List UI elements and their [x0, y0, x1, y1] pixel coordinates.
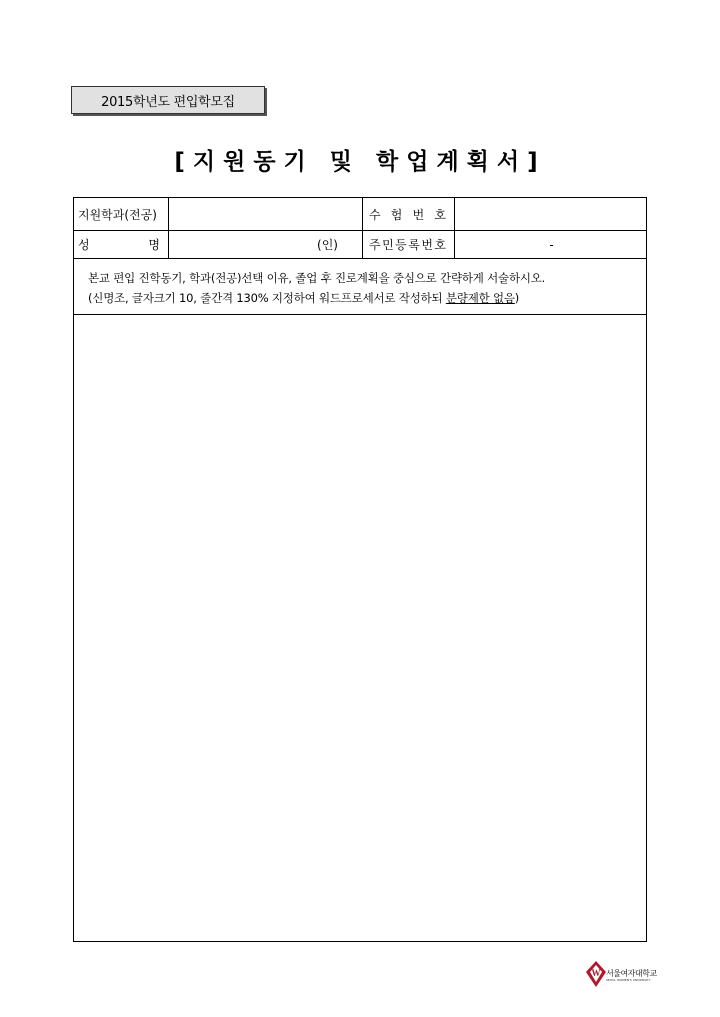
- instruction-text: [74, 259, 646, 315]
- rrn-label-char: 번: [421, 238, 433, 252]
- name-label: [74, 231, 169, 258]
- rrn-label-char: 민: [382, 238, 394, 252]
- rrn-label-char: 주: [369, 238, 381, 252]
- exam-label-char: 호: [434, 207, 446, 222]
- exam-label-char: 수: [369, 207, 381, 222]
- instruction-line-1: 본교 편입 진학동기, 학과(전공)선택 이유, 졸업 후 진로계획을 중심으로 간략하게 서술하시오.: [88, 271, 546, 285]
- seal-mark: (인): [317, 238, 338, 252]
- length-note: 분량제한 없음: [445, 291, 515, 305]
- rrn-label-char: 호: [434, 238, 446, 252]
- exam-label-char: 번: [412, 207, 425, 222]
- form-row-dept: [74, 198, 646, 231]
- page-title: [지원동기 및 학업계획서]: [174, 149, 546, 175]
- svg-text:W: W: [591, 968, 601, 978]
- essay-area[interactable]: [74, 315, 646, 941]
- rrn-label-char: 록: [408, 238, 420, 252]
- rrn-label: [363, 231, 455, 258]
- rrn-label-char: 등: [395, 238, 407, 252]
- exam-number-label: [363, 198, 455, 230]
- dept-field[interactable]: [169, 198, 363, 230]
- university-name: 서울여자대학교: [606, 969, 657, 978]
- name-label-char: 명: [148, 238, 160, 252]
- form-row-name: [74, 231, 646, 259]
- rrn-field[interactable]: [455, 231, 648, 258]
- exam-label-char: 험: [390, 207, 403, 222]
- name-field[interactable]: [169, 231, 363, 258]
- rrn-separator: -: [549, 237, 554, 252]
- instruction-line-2: (신명조, 글자크기 10, 줄간격 130% 지정하여 워드프로세서로 작성하되 분량제한 없음): [88, 291, 520, 305]
- application-form: [73, 197, 647, 942]
- badge-text: 2015학년도 편입학모집: [101, 94, 235, 110]
- dept-label: 지원학과(전공): [74, 198, 169, 230]
- university-name-en: SEOUL WOMEN'S UNIVERSITY: [606, 978, 651, 982]
- name-label-char: 성: [78, 238, 90, 252]
- recruitment-badge: [71, 86, 265, 114]
- university-logo: [586, 959, 666, 989]
- exam-number-field[interactable]: [455, 198, 648, 230]
